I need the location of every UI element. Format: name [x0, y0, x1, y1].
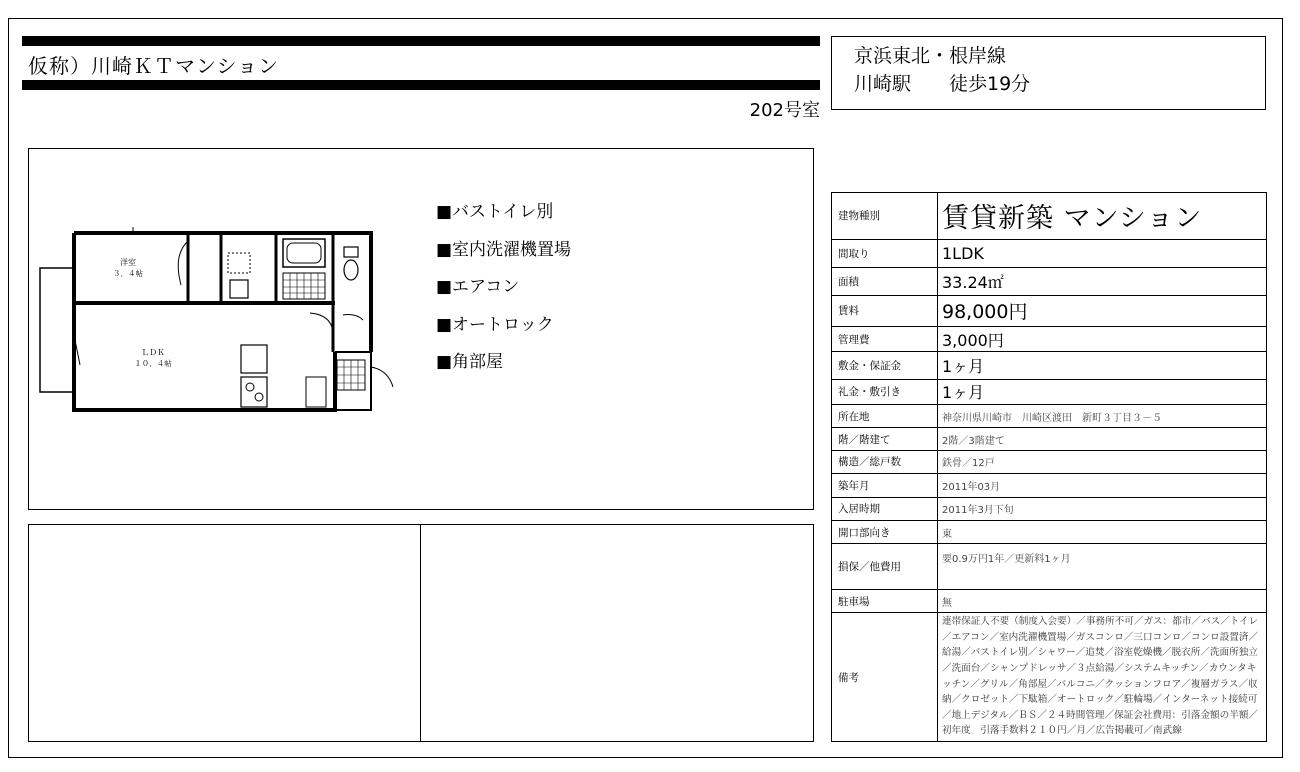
- layout-label: 間取り: [832, 239, 938, 267]
- table-row: [832, 589, 1267, 612]
- parking-label: 駐車場: [832, 589, 938, 612]
- table-row: [832, 295, 1267, 326]
- room1-size: ３．４帖: [113, 269, 143, 278]
- header-bar-top: [22, 36, 820, 46]
- floorplan-drawing: [38, 225, 398, 415]
- address-label: 所在地: [832, 405, 938, 428]
- feature-item: ■エアコン: [436, 277, 520, 297]
- table-row: [832, 450, 1267, 473]
- property-details-table: [831, 192, 1267, 742]
- station-box: [831, 36, 1266, 110]
- feature-item: ■バストイレ別: [436, 202, 554, 222]
- station-access: 川崎駅 徒歩19分: [854, 73, 1031, 95]
- table-row: [832, 520, 1267, 543]
- direction-value: 東: [938, 520, 1267, 543]
- built-value: 2011年03月: [938, 474, 1267, 497]
- feature-item: ■室内洗濯機置場: [436, 239, 572, 260]
- table-row: [832, 405, 1267, 428]
- building-type-value: 賃貸新築 マンション: [938, 193, 1267, 240]
- layout-value: 1LDK: [938, 239, 1267, 267]
- feature-item: ■角部屋: [436, 352, 504, 372]
- table-row: [832, 379, 1267, 404]
- key-money-label: 礼金・敷引き: [832, 379, 938, 404]
- management-fee-value: 3,000円: [938, 326, 1267, 351]
- room1-name: 洋室: [120, 258, 136, 267]
- table-row: [832, 497, 1267, 520]
- remarks-label: 備考: [832, 613, 938, 742]
- insurance-value: 要0.9万円1年／更新料1ヶ月: [938, 544, 1267, 590]
- deposit-value: 1ヶ月: [938, 352, 1267, 379]
- photo-box-right: [420, 524, 814, 742]
- floor-value: 2階／3階建て: [938, 428, 1267, 450]
- table-row: [832, 352, 1267, 379]
- built-label: 築年月: [832, 474, 938, 497]
- table-row: [832, 239, 1267, 267]
- table-row: [832, 544, 1267, 590]
- parking-value: 無: [938, 589, 1267, 612]
- header-bar-bottom: [22, 80, 820, 90]
- table-row: [832, 193, 1267, 240]
- photo-box-left: [28, 524, 421, 742]
- structure-label: 構造／総戸数: [832, 450, 938, 473]
- room2-name: ＬＤＫ: [141, 348, 165, 357]
- insurance-label: 損保／他費用: [832, 544, 938, 590]
- table-row: [832, 474, 1267, 497]
- feature-list: [436, 200, 571, 388]
- direction-label: 開口部向き: [832, 520, 938, 543]
- building-type-label: 建物種別: [832, 193, 938, 240]
- table-row: [832, 326, 1267, 351]
- address-value: 神奈川県川崎市 川崎区渡田 新町３丁目３－５: [938, 405, 1267, 428]
- room-number: 202号室: [749, 100, 820, 121]
- station-line: 京浜東北・根岸線: [854, 45, 1007, 67]
- rent-label: 賃料: [832, 295, 938, 326]
- area-label: 面積: [832, 268, 938, 295]
- table-row: [832, 613, 1267, 742]
- area-value: 33.24㎡: [938, 268, 1267, 295]
- rent-value: 98,000円: [938, 295, 1267, 326]
- feature-item: ■オートロック: [436, 314, 554, 335]
- move-in-value: 2011年3月下旬: [938, 497, 1267, 520]
- table-row: [832, 428, 1267, 450]
- room2-size: １０．４帖: [134, 359, 172, 368]
- remarks-value: 連帯保証人不要（制度入会要）／事務所不可／ガス：都市／バス／トイレ／エアコン／室内洗濯機置場／ガスコンロ／三口コンロ／コンロ設置済／給湯／バストイレ別／シャワー／追焚／浴室乾燥機／脱衣所／洗面所独立／洗面台／シャンプドレッサ／３点給湯／システムキッチン／カウンタキッチン／グリル／角部屋／バルコニ／クッションフロア／複層ガラス／収納／クロゼット／下駄箱／オートロック／駐輪場／インターネット接続可／地上デジタル／ＢＳ／２４時間管理／保証会社費用：引落金額の半額／初年度 引落手数料２１０円／月／広告掲載可／南武線: [938, 613, 1267, 742]
- management-fee-label: 管理費: [832, 326, 938, 351]
- structure-value: 鉄骨／12戸: [938, 450, 1267, 473]
- deposit-label: 敷金・保証金: [832, 352, 938, 379]
- key-money-value: 1ヶ月: [938, 379, 1267, 404]
- floor-label: 階／階建て: [832, 428, 938, 450]
- table-row: [832, 268, 1267, 295]
- move-in-label: 入居時期: [832, 497, 938, 520]
- property-name: 仮称）川崎ＫＴマンション: [28, 54, 280, 78]
